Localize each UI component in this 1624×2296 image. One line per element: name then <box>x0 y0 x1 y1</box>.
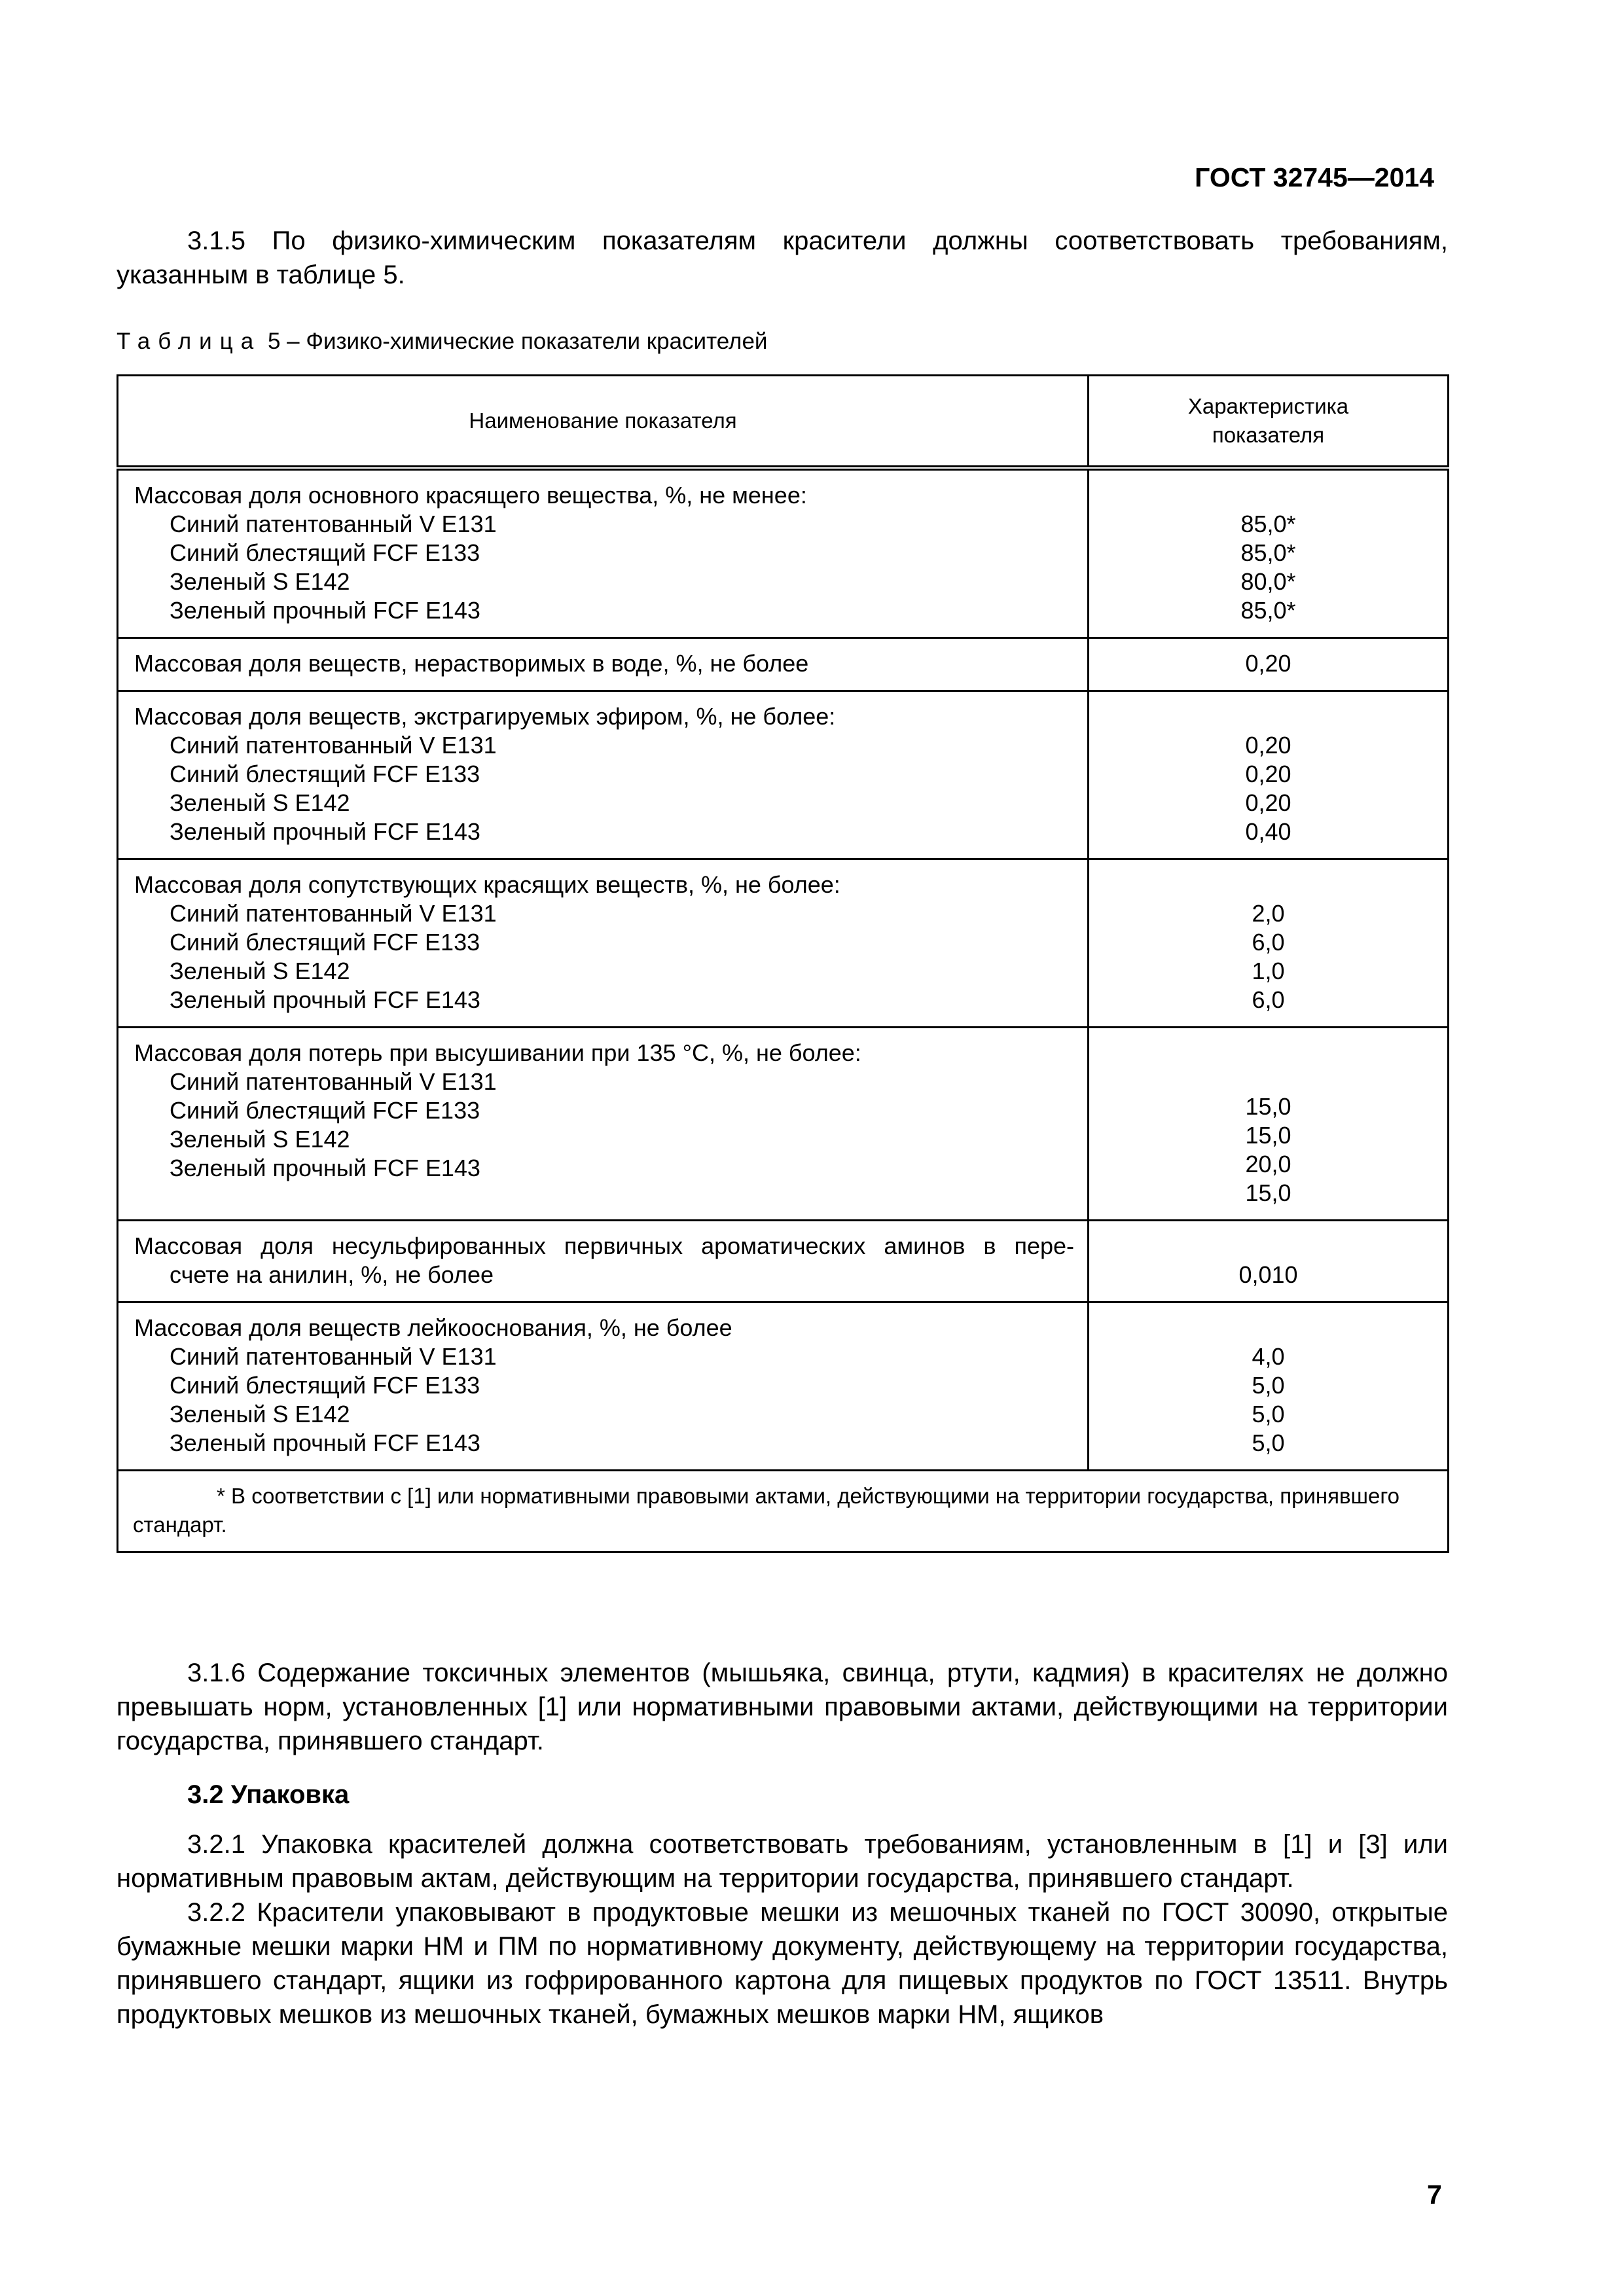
column-header-name: Наименование показателя <box>118 376 1089 469</box>
row-item: Синий блестящий FCF E133 <box>170 1372 480 1399</box>
row-6-values <box>1089 1221 1449 1302</box>
table-footnote <box>118 1471 1449 1552</box>
page-number: 7 <box>1427 2179 1442 2210</box>
row-value: 20,0 <box>1245 1151 1291 1177</box>
row-7-name <box>118 1302 1089 1471</box>
paragraph-3-1-6 <box>117 1656 1448 1758</box>
row-item: Синий патентованный V E131 <box>170 511 497 537</box>
row-item: Зеленый S E142 <box>170 568 350 595</box>
row-value: 80,0* <box>1240 568 1296 595</box>
table-row <box>118 691 1449 859</box>
row-value: 5,0 <box>1252 1372 1285 1399</box>
row-1-name <box>118 468 1089 638</box>
table-row <box>118 1028 1449 1221</box>
row-item: Зеленый прочный FCF E143 <box>170 818 480 845</box>
row-value: 15,0 <box>1245 1093 1291 1120</box>
paragraph-3-1-5-text: 3.1.5 По физико-химическим показателям красители должны соответствовать требованиям, указанным в таблице 5. <box>117 226 1448 289</box>
row-value: 15,0 <box>1245 1122 1291 1149</box>
row-item: Зеленый прочный FCF E143 <box>170 986 480 1013</box>
table-row <box>118 859 1449 1028</box>
paragraph-3-1-5 <box>117 224 1448 292</box>
row-title-line-2: счете на анилин, %, не более <box>170 1261 494 1288</box>
row-1-values <box>1089 468 1449 638</box>
row-item: Синий блестящий FCF E133 <box>170 929 480 956</box>
table-5 <box>117 374 1449 1553</box>
table-row <box>118 638 1449 691</box>
row-value: 0,20 <box>1245 732 1291 759</box>
row-2-name <box>118 638 1089 691</box>
column-header-value: Характеристика показателя <box>1089 376 1449 469</box>
row-title: Массовая доля сопутствующих красящих веществ, %, не более: <box>134 871 840 898</box>
row-value: 4,0 <box>1252 1343 1285 1370</box>
row-title: Массовая доля основного красящего вещества, %, не менее: <box>134 482 807 509</box>
row-5-name <box>118 1028 1089 1221</box>
row-value: 85,0* <box>1240 597 1296 624</box>
row-value: 0,010 <box>1238 1261 1298 1288</box>
row-4-values <box>1089 859 1449 1028</box>
row-6-name <box>118 1221 1089 1302</box>
row-item: Зеленый прочный FCF E143 <box>170 1429 480 1456</box>
section-3-2-heading-text: 3.2 Упаковка <box>187 1780 350 1809</box>
paragraph-3-1-6-text: 3.1.6 Содержание токсичных элементов (мышьяка, свинца, ртути, кадмия) в красителях не должно превышать норм, установленных [1] или нормативными правовыми актами, действующими на территории государства, принявшего стандарт. <box>117 1659 1448 1755</box>
row-title-line-1: Массовая доля несульфированных первичных ароматических аминов в пере- <box>134 1232 1074 1259</box>
row-value: 5,0 <box>1252 1401 1285 1427</box>
table-caption-label: Таблица <box>117 329 262 354</box>
row-item: Зеленый прочный FCF E143 <box>170 1155 480 1181</box>
row-item: Зеленый прочный FCF E143 <box>170 597 480 624</box>
row-4-name <box>118 859 1089 1028</box>
row-item: Синий блестящий FCF E133 <box>170 539 480 566</box>
row-title: Массовая доля веществ, нерастворимых в воде, %, не более <box>134 650 809 677</box>
row-item: Синий блестящий FCF E133 <box>170 761 480 787</box>
row-title: Массовая доля веществ лейкооснования, %, не более <box>134 1314 732 1341</box>
row-item: Зеленый S E142 <box>170 958 350 984</box>
row-value: 1,0 <box>1252 958 1285 984</box>
row-3-values <box>1089 691 1449 859</box>
row-value: 0,20 <box>1245 789 1291 816</box>
row-value: 6,0 <box>1252 929 1285 956</box>
table-row <box>118 468 1449 638</box>
row-title: Массовая доля веществ, экстрагируемых эфиром, %, не более: <box>134 703 836 730</box>
row-value: 0,20 <box>1245 650 1291 677</box>
row-item: Синий патентованный V E131 <box>170 900 497 927</box>
paragraph-3-2-2-text: 3.2.2 Красители упаковывают в продуктовые мешки из мешочных тканей по ГОСТ 30090, открытые бумажные мешки марки НМ и ПМ по нормативному документу, действующему на территории государства, принявшего стандарт, ящики из гофрированного картона для пищевых продуктов по ГОСТ 13511. Внутрь продуктовых мешков из мешочных тканей, бумажных мешков марки НМ, ящиков <box>117 1898 1448 2029</box>
table-footnote-text: * В соответствии с [1] или нормативными правовыми актами, действующими на территории государства, принявшего стандарт. <box>133 1484 1400 1537</box>
table-row <box>118 1221 1449 1302</box>
paragraph-3-2-1 <box>117 1827 1448 1895</box>
row-item: Синий патентованный V E131 <box>170 1343 497 1370</box>
row-value: 85,0* <box>1240 511 1296 537</box>
row-5-values <box>1089 1028 1449 1221</box>
table-footnote-row <box>118 1471 1449 1552</box>
row-value: 85,0* <box>1240 539 1296 566</box>
paragraph-3-2-1-text: 3.2.1 Упаковка красителей должна соответствовать требованиям, установленным в [1] и [3] или нормативным правовым актам, действующим на территории государства, принявшего стандарт. <box>117 1830 1448 1893</box>
table-caption-title: 5 – Физико-химические показатели красителей <box>261 329 768 354</box>
row-3-name <box>118 691 1089 859</box>
row-value: 0,20 <box>1245 761 1291 787</box>
row-value: 2,0 <box>1252 900 1285 927</box>
row-value: 15,0 <box>1245 1179 1291 1206</box>
table-row <box>118 1302 1449 1471</box>
row-item: Зеленый S E142 <box>170 1401 350 1427</box>
row-value: 0,40 <box>1245 818 1291 845</box>
row-item: Зеленый S E142 <box>170 1126 350 1153</box>
document-code-header: ГОСТ 32745—2014 <box>1195 162 1434 192</box>
row-item: Синий патентованный V E131 <box>170 1068 497 1095</box>
section-3-2-heading <box>117 1778 1448 1812</box>
row-2-values <box>1089 638 1449 691</box>
row-item: Синий блестящий FCF E133 <box>170 1097 480 1124</box>
row-item: Зеленый S E142 <box>170 789 350 816</box>
paragraph-3-2-2 <box>117 1895 1448 2032</box>
row-value: 6,0 <box>1252 986 1285 1013</box>
row-title: Массовая доля потерь при высушивании при 135 °С, %, не более: <box>134 1039 861 1066</box>
row-item: Синий патентованный V E131 <box>170 732 497 759</box>
row-value: 5,0 <box>1252 1429 1285 1456</box>
table-caption <box>117 329 767 355</box>
row-7-values <box>1089 1302 1449 1471</box>
